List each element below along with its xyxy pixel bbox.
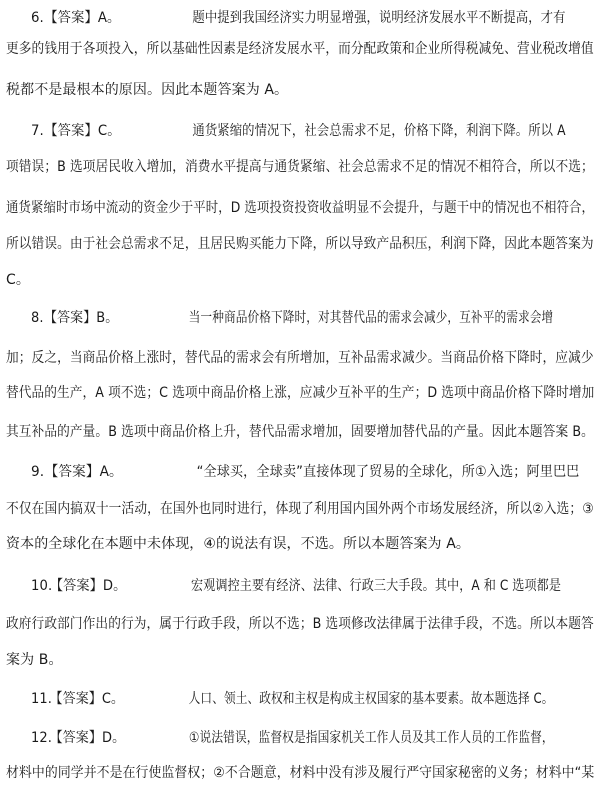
answer-7-line-5: C。 <box>6 272 30 288</box>
answer-tag: 【答案】A。 <box>44 464 123 480</box>
answer-tag: 【答案】C。 <box>49 691 125 707</box>
answer-number: 10. <box>31 578 53 594</box>
answer-tag: 【答案】D。 <box>49 730 126 746</box>
answer-number: 11. <box>31 691 52 707</box>
answer-text: 宏观调控主要有经济、法律、行政三大手段。其中，A 和 C 选项都是 <box>191 578 562 594</box>
answer-tag: 【答案】B。 <box>43 310 119 326</box>
answer-number: 8. <box>31 310 44 326</box>
answer-7-line-2: 项错误；B 选项居民收入增加，消费水平提高与通货紧缩、社会总需求不足的情况不相符合，所以不选； <box>6 159 594 175</box>
answer-8-line-3: 替代品的生产，A 项不选；C 选项中商品价格上涨，应减少互补平的生产；D 选项中商品价格下降时增加 <box>6 385 595 401</box>
answer-text: “全球买，全球卖”直接体现了贸易的全球化，所①入选；阿里巴巴 <box>196 464 580 480</box>
answer-6-line-2: 更多的钱用于各项投入，所以基础性因素是经济发展水平，而分配政策和企业所得税减免、营业税改增值 <box>6 41 594 57</box>
answer-8-line-2: 加；反之，当商品价格上涨时，替代品的需求会有所增加，互补品需求减少。当商品价格下降时，应减少 <box>6 350 594 366</box>
answer-text: 当一种商品价格下降时，对其替代品的需求会减少，互补平的需求会增 <box>188 310 554 326</box>
answer-10-line-3: 案为 B。 <box>6 652 63 668</box>
answer-text: 通货紧缩的情况下，社会总需求不足，价格下降，利润下降。所以 A <box>192 123 566 139</box>
answer-6-line-3: 税都不是最根本的原因。因此本题答案为 A。 <box>6 82 289 98</box>
answer-9-line-3: 资本的全球化在本题中未体现，④的说法有误，不选。所以本题答案为 A。 <box>6 536 470 552</box>
answer-9-line-2: 不仅在国内搞双十一活动，在国外也同时进行，体现了利用国内国外两个市场发展经济，所以②入选；③ <box>6 501 594 517</box>
answer-number: 6. <box>31 10 44 26</box>
answer-7-line-4: 所以错误。由于社会总需求不足，且居民购买能力下降，所以导致产品积压，利润下降，因此本题答案为 <box>6 236 594 252</box>
answer-7-line-3: 通货紧缩时市场中流动的资金少于平时，D 选项投资投资收益明显不会提升，与题干中的情况也不相符合， <box>6 200 594 216</box>
answer-number: 9. <box>31 464 45 480</box>
answer-8-line-4: 其互补品的产量。B 选项中商品价格上升，替代品需求增加，固要增加替代品的产量。因此本题答案 B。 <box>6 424 594 440</box>
answer-text: 人口、领土、政权和主权是构成主权国家的基本要素。故本题选择 C。 <box>188 691 554 707</box>
answer-tag: 【答案】D。 <box>49 578 127 594</box>
answer-tag: 【答案】A。 <box>44 10 121 26</box>
answer-12-line-2: 材料中的同学并不是在行使监督权；②不合题意，材料中没有涉及履行严守国家秘密的义务；材料中“某 <box>6 765 595 781</box>
answer-10-line-2: 政府行政部门作出的行为，属于行政手段，所以不选；B 选项修改法律属于法律手段，不选。所以本题答 <box>6 616 594 632</box>
answer-tag: 【答案】C。 <box>44 123 121 139</box>
answer-number: 7. <box>31 123 44 139</box>
answer-number: 12. <box>31 730 52 746</box>
answer-text: 题中提到我国经济实力明显增强，说明经济发展水平不断提高，才有 <box>192 10 566 26</box>
answer-text: ①说法错误，监督权是指国家机关工作人员及其工作人员的工作监督， <box>188 730 554 746</box>
